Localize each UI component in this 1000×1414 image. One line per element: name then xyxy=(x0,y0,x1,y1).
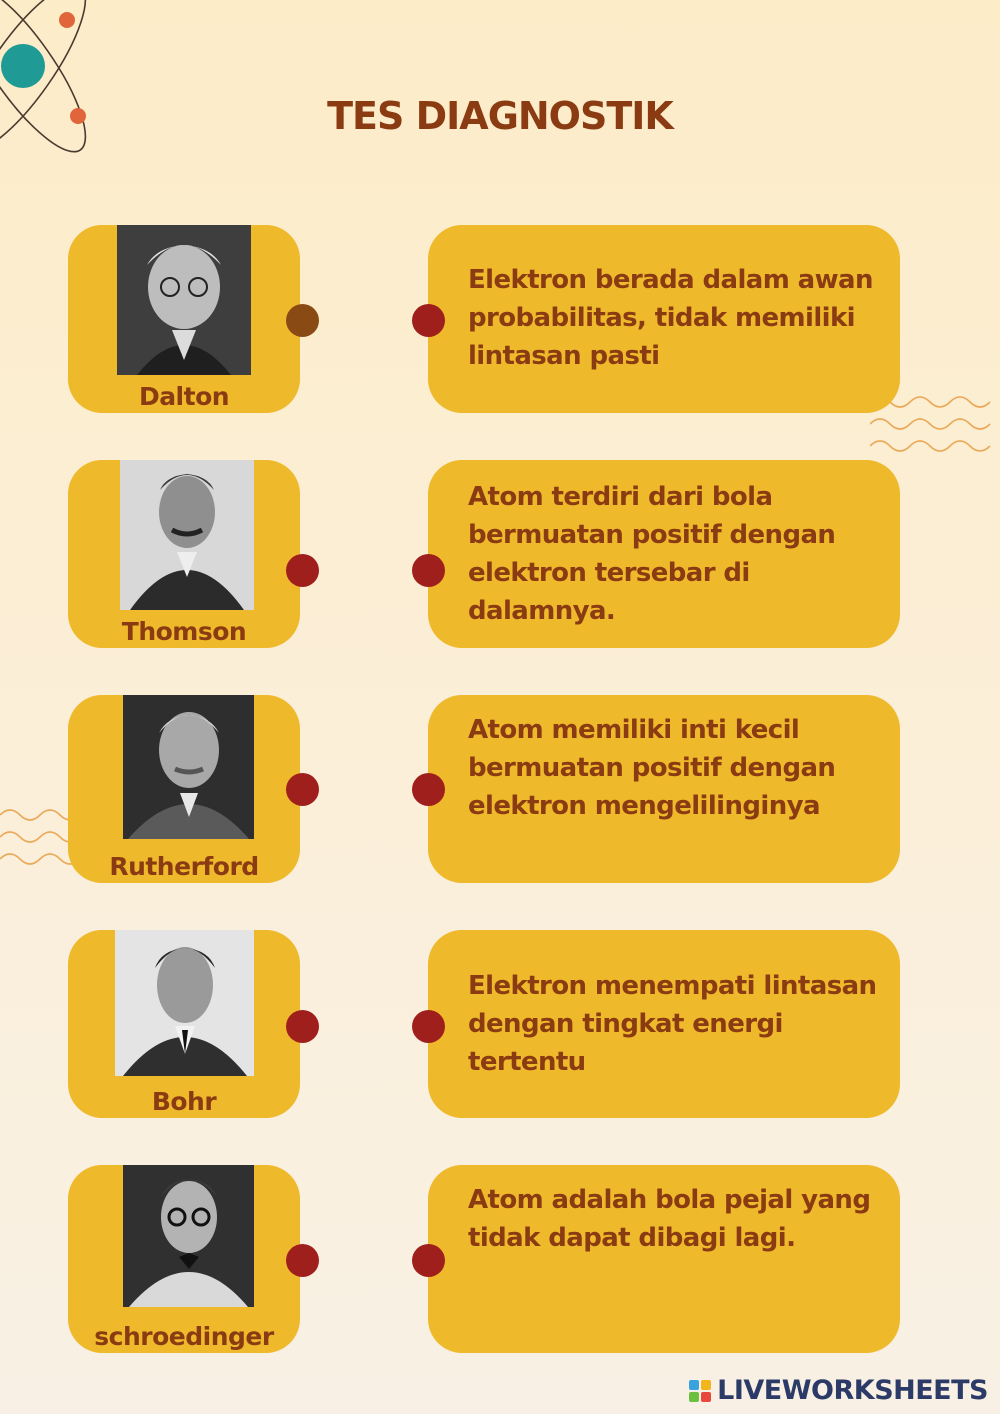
scientist-card-dalton[interactable] xyxy=(68,225,300,413)
portrait-schroedinger xyxy=(123,1165,254,1307)
scientist-name: Thomson xyxy=(121,617,247,646)
portrait-rutherford xyxy=(123,695,254,839)
liveworksheets-icon xyxy=(689,1380,711,1402)
scientist-name: Dalton xyxy=(138,382,230,411)
scientist-card-thomson[interactable] xyxy=(68,460,300,648)
statement-text: Atom terdiri dari bola bermuatan positif dengan elektron tersebar di dalamnya. xyxy=(468,482,836,626)
connector-dot[interactable] xyxy=(286,1010,319,1043)
statement-text: Atom memiliki inti kecil bermuatan positif dengan elektron mengelilinginya xyxy=(468,715,836,821)
scientist-card-bohr[interactable] xyxy=(68,930,300,1118)
liveworksheets-logo xyxy=(689,1375,988,1406)
atom-icon xyxy=(0,0,130,180)
statement-card[interactable] xyxy=(428,695,900,883)
brand-text: LIVEWORKSHEETS xyxy=(717,1375,988,1406)
connector-dot[interactable] xyxy=(286,304,319,337)
connector-dot[interactable] xyxy=(286,773,319,806)
statement-card[interactable] xyxy=(428,225,900,413)
scientist-name: Bohr xyxy=(151,1087,217,1116)
portrait-bohr xyxy=(115,930,254,1076)
connector-dot[interactable] xyxy=(412,1244,445,1277)
page-title: TES DIAGNOSTIK xyxy=(327,94,673,138)
scientist-name: Rutherford xyxy=(109,852,259,881)
statement-text: Elektron menempati lintasan dengan tingkat energi tertentu xyxy=(468,971,877,1077)
connector-dot[interactable] xyxy=(286,1244,319,1277)
scientist-card-rutherford[interactable] xyxy=(68,695,300,883)
connector-dot[interactable] xyxy=(412,554,445,587)
connector-dot[interactable] xyxy=(412,773,445,806)
portrait-dalton xyxy=(117,225,251,375)
portrait-thomson xyxy=(120,460,254,610)
statement-card[interactable] xyxy=(428,930,900,1118)
statement-text: Atom adalah bola pejal yang tidak dapat dibagi lagi. xyxy=(468,1185,871,1253)
statement-text: Elektron berada dalam awan probabilitas, tidak memiliki lintasan pasti xyxy=(468,265,873,371)
scientist-card-schroedinger[interactable] xyxy=(68,1165,300,1353)
connector-dot[interactable] xyxy=(412,1010,445,1043)
connector-dot[interactable] xyxy=(286,554,319,587)
statement-card[interactable] xyxy=(428,1165,900,1353)
statement-card[interactable] xyxy=(428,460,900,648)
scientist-name: schroedinger xyxy=(94,1322,274,1351)
connector-dot[interactable] xyxy=(412,304,445,337)
